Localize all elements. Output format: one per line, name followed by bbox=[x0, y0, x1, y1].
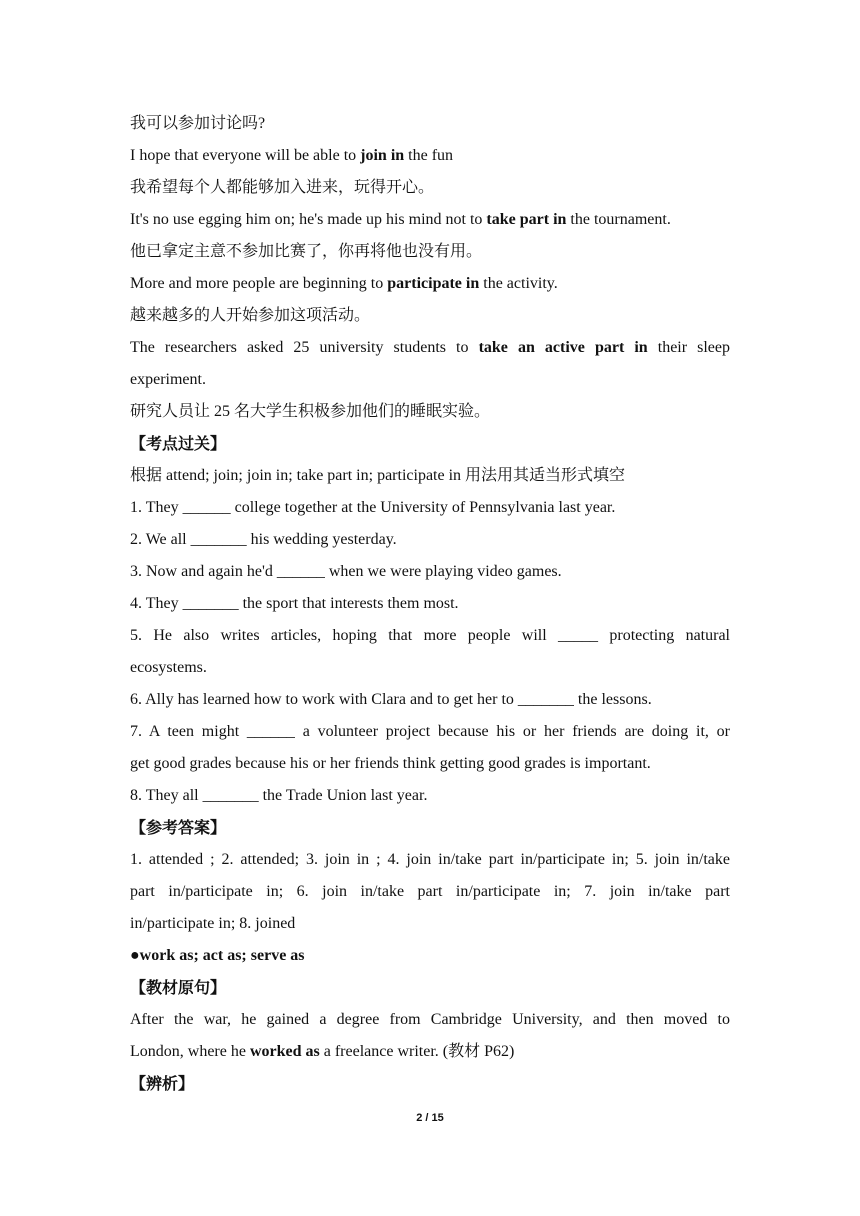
text-span: the fun bbox=[404, 147, 454, 164]
section-heading-textbook: 【教材原句】 bbox=[130, 978, 227, 997]
answer-line: 1. attended ; 2. attended; 3. join in ; 4. join in/take part in/participate in; 5. join in/take bbox=[130, 851, 730, 868]
text-line: 我希望每个人都能够加入进来，玩得开心。 bbox=[130, 179, 435, 196]
page-number: 2 / 15 bbox=[416, 1112, 444, 1124]
exercise-item: 3. Now and again he'd ______ when we were playing video games. bbox=[130, 563, 562, 580]
key-phrase: join in bbox=[360, 147, 405, 164]
key-phrase: take an active part in bbox=[478, 339, 648, 356]
text-span: the activity. bbox=[479, 275, 558, 292]
text-line: After the war, he gained a degree from Cambridge University, and then moved to bbox=[130, 1011, 730, 1028]
text-line bbox=[130, 332, 730, 364]
text-span: the tournament. bbox=[566, 211, 671, 228]
exercise-item: 7. A teen might ______ a volunteer project because his or her friends are doing it, or bbox=[130, 723, 730, 740]
text-line: 我可以参加讨论吗? bbox=[130, 115, 266, 132]
exercise-instruction: 根据 attend; join; join in; take part in; participate in 用法用其适当形式填空 bbox=[130, 467, 626, 484]
text-span: London, where he bbox=[130, 1043, 250, 1060]
text-line: experiment. bbox=[130, 371, 206, 388]
page-content bbox=[130, 108, 730, 1100]
text-line: 研究人员让 25 名大学生积极参加他们的睡眠实验。 bbox=[130, 403, 491, 420]
key-phrase: participate in bbox=[387, 275, 480, 292]
text-span: a freelance writer. (教材 P62) bbox=[319, 1043, 515, 1060]
text-line: 越来越多的人开始参加这项活动。 bbox=[130, 307, 371, 324]
text-line bbox=[130, 1036, 730, 1068]
text-span: More and more people are beginning to bbox=[130, 275, 388, 292]
text-span: I hope that everyone will be able to bbox=[130, 147, 361, 164]
section-heading-exercise: 【考点过关】 bbox=[130, 434, 227, 453]
section-heading-answers: 【参考答案】 bbox=[130, 818, 227, 837]
exercise-item: 4. They _______ the sport that interests them most. bbox=[130, 595, 459, 612]
key-phrase: take part in bbox=[486, 211, 567, 228]
exercise-item: get good grades because his or her friends think getting good grades is important. bbox=[130, 755, 651, 772]
text-line: 他已拿定主意不参加比赛了，你再将他也没有用。 bbox=[130, 243, 483, 260]
exercise-item: 2. We all _______ his wedding yesterday. bbox=[130, 531, 397, 548]
topic-heading: ●work as; act as; serve as bbox=[130, 947, 305, 964]
text-span: It's no use egging him on; he's made up his mind not to bbox=[130, 211, 487, 228]
text-span: The researchers asked 25 university students to bbox=[130, 339, 479, 356]
text-span: their sleep bbox=[647, 339, 730, 356]
exercise-item: 8. They all _______ the Trade Union last year. bbox=[130, 787, 428, 804]
section-heading-analysis: 【辨析】 bbox=[130, 1074, 195, 1093]
key-phrase: worked as bbox=[249, 1043, 320, 1060]
answer-line: in/participate in; 8. joined bbox=[130, 915, 296, 932]
exercise-item: ecosystems. bbox=[130, 659, 207, 676]
text-line bbox=[130, 268, 730, 300]
text-line bbox=[130, 204, 730, 236]
text-line bbox=[130, 140, 730, 172]
exercise-item: 6. Ally has learned how to work with Clara and to get her to _______ the lessons. bbox=[130, 691, 652, 708]
answer-line: part in/participate in; 6. join in/take part in/participate in; 7. join in/take part bbox=[130, 883, 730, 900]
exercise-item: 1. They ______ college together at the University of Pennsylvania last year. bbox=[130, 499, 616, 516]
exercise-item: 5. He also writes articles, hoping that more people will _____ protecting natural bbox=[130, 627, 730, 644]
